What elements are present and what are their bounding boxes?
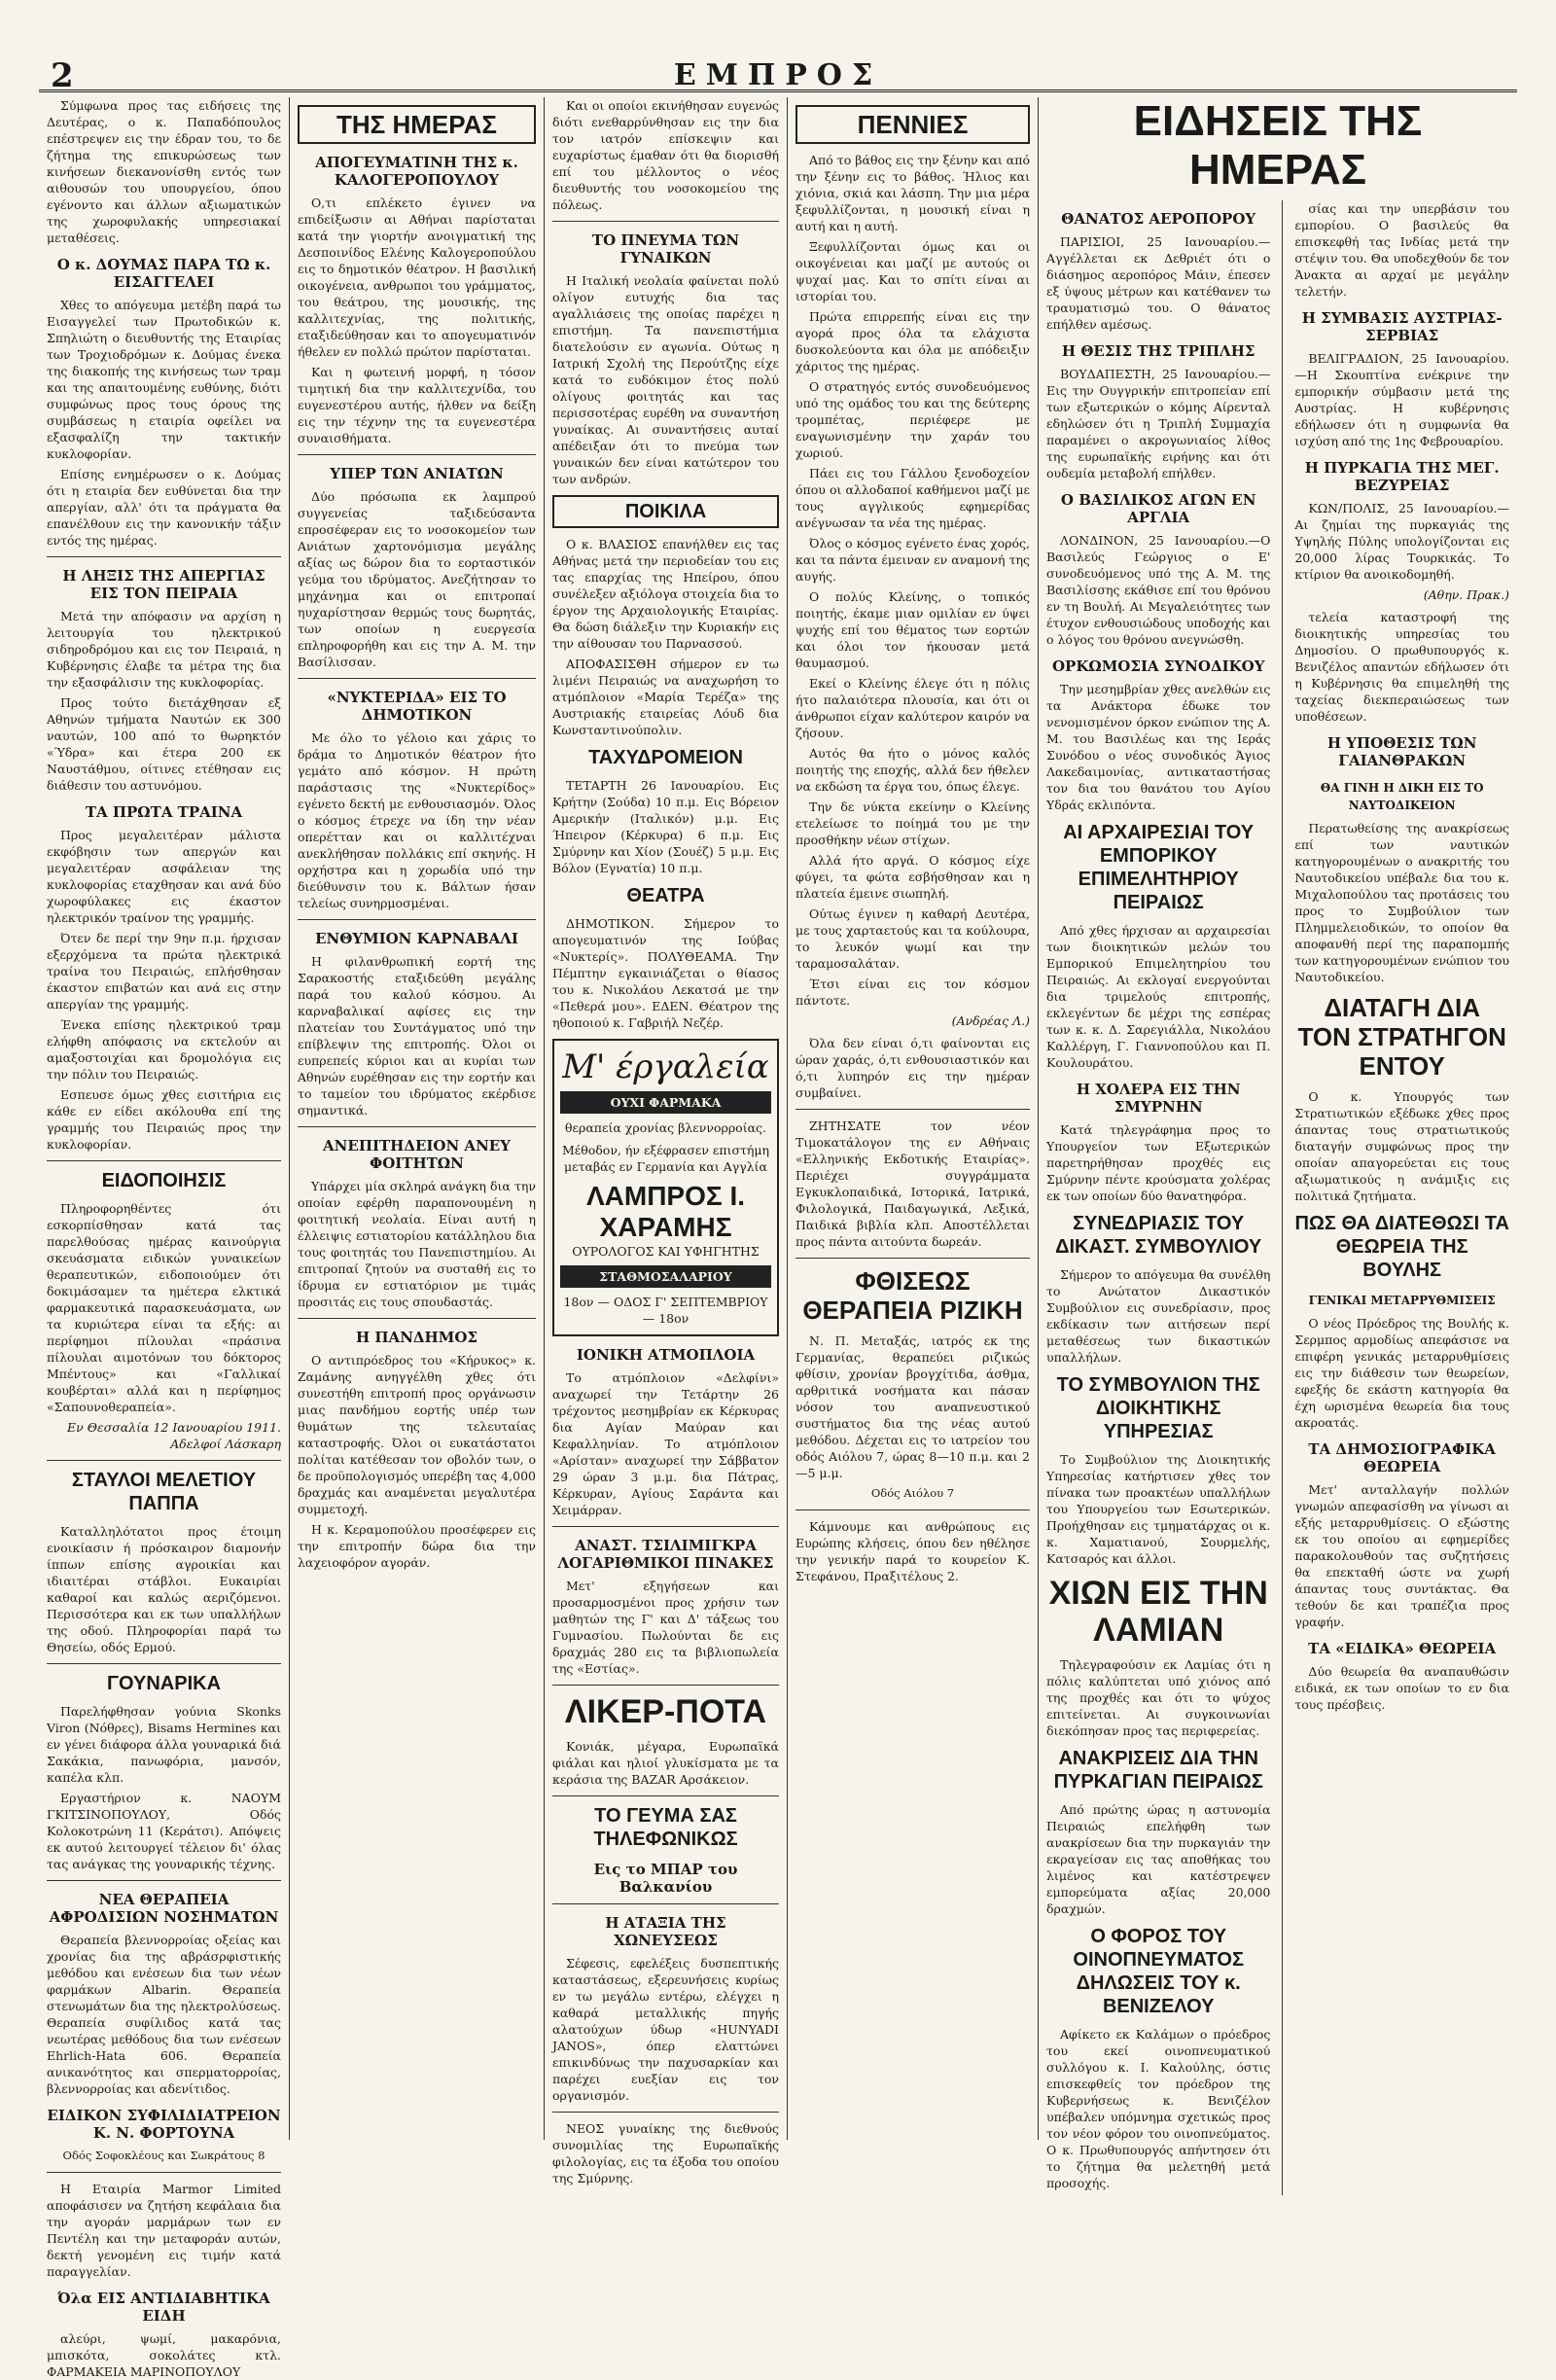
advertisement-box (552, 1039, 779, 1336)
article-text: Ότεν δε περί την 9ην π.μ. ήρχισαν εξερχόμενα τα πρώτα ηλεκτρικά τραίνα του Πειραιώς, επλήσθησαν έκαστον επιβατών και ανά εις στην απεργίαν της γραμμής. (47, 931, 281, 1012)
divider (298, 454, 536, 455)
article-text: Ξεφυλλίζονται όμως και οι οικογένειαι και μαζί με αυτούς οι ψυχαί μας. Και το σπίτι είναι αι ιστορίαι του. (796, 239, 1030, 303)
article-text: Προς τούτο διετάχθησαν εξ Αθηνών τμήματα Ναυτών εκ 300 ναυτών, 100 από το θωρηκτόν «Ύδρα» και έτερα 200 εκ Ναυστάθμου, οίτινες ετέθησαν εις διάθεσιν του αστυνόμου. (47, 695, 281, 793)
headline: ΑΝΕΠΙΤΗΔΕΙΟΝ ΑΝΕΥ ΦΟΙΤΗΤΩΝ (323, 1137, 511, 1172)
ad-text: θεραπεία χρονίας βλεννορροίας. (564, 1120, 767, 1135)
ad-address: Οδός Σοφοκλέους και Σωκράτους 8 (62, 2149, 265, 2162)
article-text: Ούτως έγινεν η καθαρή Δευτέρα, με τους χαρταετούς και τα κούλουρα, το λευκόν ψωμί και την ταραμοσαλάταν. (796, 906, 1030, 971)
section-title (298, 105, 536, 144)
headline: ΤΑ ΠΡΩΤΑ ΤΡΑΙΝΑ (85, 803, 243, 821)
article-text: Όλος ο κόσμος εγένετο ένας χορός, και τα πάντα έμειναν εν αναμονή της αυγής. (796, 536, 1030, 584)
article-text: Αυτός θα ήτο ο μόνος καλός ποιητής της εποχής, αλλά δεν ήθελεν να εκδώση τα έργα του, όπως έλεγε. (796, 746, 1030, 794)
article-text: Τηλεγραφούσιν εκ Λαμίας ότι η πόλις καλύπτεται υπό χιόνος από της προχθές και ότι το ψύχος επιτείνεται. Αι συγκοινωνίαι διεκόπησαν προς τας περιφερείας. (1046, 1657, 1271, 1738)
article-text: ΛΟΝΔΙΝΟΝ, 25 Ιανουαρίου.—Ο Βασιλεύς Γεώργιος ο Ε' συνοδευόμενος υπό της Α. Μ. της Βασιλίσσης εκάθισε επί του θρόνου εν τη Βουλή. Αι Μεγαλειότητες των έτυχον ενθουσιώδους υποδοχής και ο λόγος του θρόνου ανεγνώσθη. (1046, 533, 1271, 647)
headline: «ΝΥΚΤΕΡΙΔΑ» ΕΙΣ ΤΟ ΔΗΜΟΤΙΚΟΝ (327, 689, 507, 724)
article-text: Και οι οποίοι εκινήθησαν ευγενώς διότι ενεθαρρύνθησαν εις την δια τον ιατρόν επίσκεψιν και ευχαρίστως έμαθαν ότι θα διορισθή επί του μέλλοντος ο νέος διευθυντής του νοσοκομείου της πόλεως. (552, 98, 779, 212)
ad-text: Η Εταιρία Marmor Limited αποφάσισεν να ζητήση κεφάλαια δια την αγοράν μαρμάρων των εν Πεντέλη και την μεταφοράν αυτών, δεκτή γενομένη εις τιμήν κατά παραγγελίαν. (47, 2182, 281, 2279)
columns (39, 97, 1517, 2379)
divider (552, 221, 779, 222)
article-text: Ο πολύς Κλείνης, ο τοπικός ποιητής, έκαμε μιαν ομιλίαν εν ύψει ψυχής επί του θέματος των εορτών και όλοι τον ήκουσαν μετά θαυμασμού. (796, 589, 1030, 670)
article-text: Και η φωτεινή μορφή, η τόσον τιμητική δια την καλλιτεχνίδα, του ευγενεστέρου αυτής, ήλθεν να δείξη εις την τέχνην της τα ευγενεστέρα συναισθήματα. (298, 365, 536, 445)
ad-headline: ΕΙΔΙΚΟΝ ΣΥΦΙΛΙΔΙΑΤΡΕΙΟΝ Κ. Ν. ΦΟΡΤΟΥΝΑ (47, 2107, 281, 2142)
headline: ΑΠΟΓΕΥΜΑΤΙΝΗ ΤΗΣ κ. ΚΑΛΟΓΕΡΟΠΟΥΛΟΥ (315, 154, 518, 189)
headline-text: ΠΟΙΚΙΛΑ (552, 495, 779, 528)
divider (552, 1903, 779, 1904)
headline: Η ΘΕΣΙΣ ΤΗΣ ΤΡΙΠΛΗΣ (1061, 342, 1255, 360)
ad-headline: ΦΘΙΣΕΩΣ ΘΕΡΑΠΕΙΑ ΡΙΖΙΚΗ (802, 1266, 1023, 1325)
signature: (Ανδρέας Λ.) (951, 1013, 1030, 1028)
headline: ΑΙ ΑΡΧΑΙΡΕΣΙΑΙ ΤΟΥ ΕΜΠΟΡΙΚΟΥ ΕΠΙΜΕΛΗΤΗΡΙΟΥ ΠΕΙΡΑΙΩΣ (1063, 822, 1255, 913)
headline: ΤΟ ΠΝΕΥΜΑ ΤΩΝ ΓΥΝΑΙΚΩΝ (591, 231, 740, 266)
article-text: Σήμερον το απόγευμα θα συνέλθη το Ανώτατον Δικαστικόν Συμβούλιον εις συνεδρίασιν, προς εκδίκασιν των αιτήσεων περί μεταθέσεως των δικαστικών υπαλλήλων. (1046, 1267, 1271, 1365)
article-text: Την δε νύκτα εκείνην ο Κλείνης ετελείωσε το ποίημά του με την προσθήκην νέων στίχων. (796, 799, 1030, 847)
masthead (39, 0, 1517, 95)
article-text: Μετ' ανταλλαγήν πολλών γνωμών απεφασίσθη να γίνωσι αι εξής μεταρρυθμίσεις. Ο εξώστης εκ του οποίου αι εφημερίδες παρακολουθούν τας συζητήσεις θα επεκταθή ώστε να χωρή άπαντας τους συντάκτας. Θα τεθούν δε και τραπέζια προς γραφήν. (1294, 1482, 1509, 1629)
headline: ΘΑΝΑΤΟΣ ΑΕΡΟΠΟΡΟΥ (1061, 210, 1256, 228)
headline: ΘΕΑΤΡΑ (626, 885, 705, 906)
ad-banner: ΣΤΑΘΜΟΣΑΛΑΡΙΟΥ (560, 1265, 771, 1288)
ad-headline: ΤΟ ΓΕΥΜΑ ΣΑΣ ΤΗΛΕΦΩΝΙΚΩΣ (593, 1805, 738, 1850)
divider (47, 2172, 281, 2173)
article-text: Η κ. Κεραμοπούλου προσέφερεν εις την επιτροπήν δώρα δια την λαχειοφόρον αγοράν. (298, 1522, 536, 1570)
article-text: Ο κ. Υπουργός των Στρατιωτικών εξέδωκε χθες προς άπαντας τους στρατιωτικούς διαταγήν συμφώνως προς την οποίαν απαγορεύεται εις τους αξιωματικούς η ανάμιξις εις πολιτικά ζητήματα. (1294, 1089, 1509, 1203)
ad-text: Θεραπεία βλεννορροίας οξείας και χρονίας δια της αβράσρφιστικής μεθόδου και ενέσεων δια των νέων φαρμάκων Albarin. Θεραπεία στενωμάτων δια της ηλεκτρολύσεως. Θεραπεία συφίλιδος κατά τας νεωτέρας μεθόδους δια των ενέσεων Ehrlich-Hata 606. Θεραπεία ανικανότητος και σπερματορροίας, βλεννορροίας και αδενίτιδος. (47, 1933, 281, 2096)
page-number: 2 (51, 56, 74, 95)
newspaper-name: ΕΜΠΡΟΣ (673, 58, 883, 92)
article-text: Σέφεσις, εφελέξεις δυσπεπτικής καταστάσεως, εξερευνήσεις κυρίως εν τω μεγάλω εντέρω, ελέγχει η καθαρά μεταλλικής πηγής αλατούχων ύδωρ «HUNYADI JANOS», όπερ ελαττώνει επικινδύνως την παχυσαρκίαν και παρέχει ευεξίαν εις τον οργανισμόν. (552, 1956, 779, 2103)
article-text: Δύο θεωρεία θα αναπαυθώσιν ειδικά, εκ των οποίων το εν δια τους πρέσβεις. (1294, 1664, 1509, 1712)
article-text: Αφίκετο εκ Καλάμων ο πρόεδρος του εκεί οινοπνευματικού συλλόγου κ. Ι. Καλούλης, όστις επισκεφθείς τον πρόεδρον της Κυβερνήσεως κ. Βενιζέλον υπέβαλεν υπόμνημα σχετικώς προς τον νέον φόρον του οινοπνεύματος. Ο κ. Πρωθυπουργός απήντησεν ότι το ζήτημα θα μελετηθή μετά προσοχής. (1046, 2027, 1271, 2190)
article-text: Πληροφορηθέντες ότι εσκορπίσθησαν κατά τας παρελθούσας ημέρας καινούργια σκευάσματα ειδικών γυναικείων θεραπευτικών, ειδοποιούμεν ότι δοκιμάσαμεν τα ημέτερα ελκτικά φαρμακευτικά παρασκευάσματα, ων τα κυριώτερα είναι τα εξής: αι περίφημοι πίλουλαι «πράσινα πίλουλαι αιμοτόνων του δόκτορος Μπέντους» και «Γαλλικαί κουβέρται» αλλά και η περίφημος «Σαπουνοθεραπεία». (47, 1201, 281, 1414)
divider (47, 1160, 281, 1161)
headline: ΤΑΧΥΔΡΟΜΕΙΟΝ (588, 747, 743, 768)
ad-text: ΖΗΤΗΣΑΤΕ τον νέον Τιμοκατάλογον της εν Αθήναις «Ελληνικής Εκδοτικής Εταιρίας». Περιέχει συγγράμματα Εγκυκλοπαιδικά, Ιστορικά, Ιατρικά, Φιλολογικά, Παιδαγωγικά, Λεξικά, Παιδικά βιβλία κλπ. Αποστέλλεται προς πάντα αιτούντα δωρεάν. (796, 1119, 1030, 1249)
column-rule (1282, 200, 1283, 2195)
headline: ΟΡΚΩΜΟΣΙΑ ΣΥΝΟΔΙΚΟΥ (1051, 657, 1265, 675)
headline: ΕΝΘΥΜΙΟΝ ΚΑΡΝΑΒΑΛΙ (315, 930, 518, 947)
headline: Η ΛΗΞΙΣ ΤΗΣ ΑΠΕΡΓΙΑΣ ΕΙΣ ΤΟΝ ΠΕΙΡΑΙΑ (62, 567, 265, 602)
article-text: Προς μεγαλειτέραν μάλιστα εκφόβησιν των απεργών και μεγαλειτέραν ασφάλειαν της κυκλοφορίας εταχθησαν και ανά δύο χωροφύλακες εις έκαστον ηλεκτρικόν τραίνον της γραμμής. (47, 828, 281, 925)
headline: Η ΠΑΝΔΗΜΟΣ (356, 1329, 477, 1346)
column-2 (290, 97, 545, 2140)
article-text: Η Ιταλική νεολαία φαίνεται πολύ ολίγον ευτυχής δια τας αγαλλιάσεις της οποίας παρέχει η επιστήμη. Τα πανεπιστήμια διατελούσιν εν αγωνία. Ούτως η Ιατρική Σχολή της Περούτζης είχε κατά το ευδόκιμον έτος πολύ ολίγους φοιτητάς και τας περισσοτέρας ευρέθη να συναντήση γυναίκας. Αι συναντήσεις αυταί απέδειξαν ότι το πνεύμα των γυναικών δεν είναι κατώτερον του των ανδρών. (552, 273, 779, 486)
ad-text: Ν. Π. Μεταξάς, ιατρός εκ της Γερμανίας, θεραπεύει ριζικώς φθίσιν, χρονίαν βρογχίτιδα, άσθμα, αρθριτικά νοσήματα και πάσαν νόσον του αναπνευστικού συστήματος δια της νέας αυτού μεθόδου. Δέχεται εις το ιατρείον του οδός Αιόλου 7, ώρας 8—10 π.μ. και 2—5 μ.μ. (796, 1333, 1030, 1480)
headline: ΤΑ «ΕΙΔΙΚΑ» ΘΕΩΡΕΙΑ (1308, 1640, 1497, 1657)
column-1 (39, 97, 290, 2379)
news-subcolumn-left (1046, 200, 1270, 2195)
divider (552, 1685, 779, 1686)
article-text: Κατά τηλεγράφημα προς το Υπουργείον των Εξωτερικών παρετηρήθησαν προχθές εις Σμύρνην πέντε κρούσματα χολέρας εκ των οποίων δύο θανατηφόρα. (1046, 1122, 1271, 1203)
article-text: Από το βάθος εις την ξένην και από την ξένην εις το βάθος. Ήλιος και χιόνια, σκιά και λάσπη. Την μια μέρα ξεφυλλίζονται, η μουσική είναι η αυτή και η αυτή. (796, 153, 1030, 233)
divider (298, 1318, 536, 1319)
column-4 (788, 97, 1039, 2140)
article-text: ΚΩΝ/ΠΟΛΙΣ, 25 Ιανουαρίου.—Αι ζημίαι της πυρκαγιάς της Υψηλής Πύλης υπολογίζονται εις 20,000 λίρας Τουρκικάς. Το κτίριον θα ανοικοδομηθή. (1294, 501, 1509, 582)
article-text: ΒΕΛΙΓΡΑΔΙΟΝ, 25 Ιανουαρίου.—Η Σκουπτίνα ενέκρινε την εμπορικήν σύμβασιν μετά της Αυστρίας. Η κυβέρνησις εδήλωσεν ότι η συμφωνία θα ισχύση από της 1ης Φεβρουαρίου. (1294, 351, 1509, 448)
article-text: ΑΠΟΦΑΣΙΣΘΗ σήμερον εν τω λιμένι Πειραιώς να αναχωρήση το ατμόπλοιον «Μαρία Τερέζα» της Αυστριακής εταιρείας Λόυδ δια Κωνσταντινούπολιν. (552, 657, 779, 737)
article-text: Εκεί ο Κλείνης έλεγε ότι η πόλις ήτο παλαιότερα πλουσία, και ότι οι άνθρωποι είχαν καλύτερον καιρόν να ζήσουν. (796, 676, 1030, 740)
ad-headline: ΣΤΑΥΛΟΙ ΜΕΛΕΤΙΟΥ ΠΑΠΠΑ (71, 1470, 257, 1514)
headline: Ο κ. ΔΟΥΜΑΣ ΠΑΡΑ ΤΩ κ. ΕΙΣΑΓΓΕΛΕΙ (56, 256, 271, 291)
article-text: Με όλο το γέλοιο και χάρις το δράμα το Δημοτικόν θέατρον ήτο γεμάτο από κόσμον. Η πρώτη παράστασις της «Νυκτερίδος» εγένετο δεκτή με ενθουσιασμόν. Όλος ο κόσμος έτρεχε να ίδη την νέαν οπερέτταν και οι καλλιτέχναι ανεκλήθησαν πολλάκις επί σκηνής. Η ορχήστρα και η χορωδία υπό την διεύθυνσιν του κ. Βάλτων ήσαν τελείως συνηρμοσμέναι. (298, 730, 536, 910)
ad-address: Οδός Αιόλου 7 (870, 1486, 955, 1500)
article-text: Υπάρχει μία σκληρά ανάγκη δια την οποίαν εφέρθη παραπονουμένη η φοιτητική νεολαία. Είναι αυτή η έλλειψις εστιατορίου κατάλληλου δια τους φοιτητάς του Πανεπιστημίου. Αι επιτροπαί ζητούν να συσταθή εις το ίδρυμα εν εστιατόριον με τιμάς προσιτάς εις τους σπουδαστάς. (298, 1179, 536, 1309)
section-title-text: ΤΗΣ ΗΜΕΡΑΣ (298, 105, 536, 144)
ad-text: αλεύρι, ψωμί, μακαρόνια, μπισκότα, σοκολάτες κτλ. ΦΑΡΜΑΚΕΙΑ ΜΑΡΙΝΟΠΟΥΛΟΥ (47, 2331, 281, 2379)
headline: ΣΥΝΕΔΡΙΑΣΙΣ ΤΟΥ ΔΙΚΑΣΤ. ΣΥΜΒΟΥΛΙΟΥ (1055, 1213, 1262, 1258)
headline: Η ΥΠΟΘΕΣΙΣ ΤΩΝ ΓΑΙΑΝΘΡΑΚΩΝ (1326, 734, 1477, 769)
article-text: Χθες το απόγευμα μετέβη παρά τω Εισαγγελεί των Πρωτοδικών κ. Σπηλιώτη ο διευθυντής της Εταιρίας των Τροχιοδρόμων κ. Δούμας ένεκα της διακοπής της κινήσεως των τραμ και της απαιτουμένης ευθύνης, διότι συμφώνως προς τους όρους της συμβάσεως η εταιρία οφείλει να εξασφαλίζη την τακτικήν κυκλοφορίαν. (47, 298, 281, 461)
ad-headline: ΛΙΚΕΡ-ΠΟΤΑ (564, 1693, 767, 1730)
ad-headline: Όλα ΕΙΣ ΑΝΤΙΔΙΑΒΗΤΙΚΑ ΕΙΔΗ (57, 2290, 270, 2325)
ad-script-title: Μ' έργαλεία (562, 1048, 769, 1086)
section-title (796, 105, 1030, 144)
article-text: Αλλά ήτο αργά. Ο κόσμος είχε φύγει, τα φώτα εσβήσθησαν και η πλατεία έμεινε σιωπηλή. (796, 853, 1030, 901)
article-text: Από πρώτης ώρας η αστυνομία Πειραιώς επελήφθη των ανακρίσεων δια την πυρκαγιάν την εκραγείσαν εις τας αποθήκας του λιμένος και κατέστρεψεν εμπορεύματα αξίας 20,000 δραχμών. (1046, 1802, 1271, 1916)
divider (298, 919, 536, 920)
headline: ΥΠΕΡ ΤΩΝ ΑΝΙΑΤΩΝ (330, 465, 504, 482)
column-5 (1039, 97, 1517, 2190)
divider (47, 1880, 281, 1881)
ad-headline: ΝΕΑ ΘΕΡΑΠΕΙΑ ΑΦΡΟΔΙΣΙΩΝ ΝΟΣΗΜΑΤΩΝ (49, 1891, 279, 1926)
headline: Η ΠΥΡΚΑΓΙΑ ΤΗΣ ΜΕΓ. ΒΕΖΥΡΕΙΑΣ (1304, 459, 1500, 494)
ad-subheadline: Εις το ΜΠΑΡ του Βαλκανίου (593, 1861, 738, 1896)
article-text: Το Συμβούλιον της Διοικητικής Υπηρεσίας κατήρτισεν χθες τον πίνακα των προακτέων υπαλλήλων του Υπουργείου των Εσωτερικών. Προήχθησαν εις τμηματάρχας οι κ. κ. Χαματιανού, Σουρμελής, Κατσαρός και άλλοι. (1046, 1452, 1271, 1566)
divider (47, 1663, 281, 1664)
ad-name: ΛΑΜΠΡΟΣ Ι. ΧΑΡΑΜΗΣ (585, 1181, 746, 1242)
article-text: Το ατμόπλοιον «Δελφίνι» αναχωρεί την Τετάρτην 26 τρέχοντος μεσημβρίαν εκ Κέρκυρας δια Αγίαν Μαύραν και Κεφαλληνίαν. Το ατμόπλοιον «Αρίσταν» αναχωρεί την Σάββατον 29 ώραν 3 μ.μ. δια Πάτρας, Κέρκυραν, Αγίους Σαράντα και Χειμάρραν. (552, 1370, 779, 1517)
ad-text: Κονιάκ, μέγαρα, Ευρωπαϊκά φιάλαι και ηλιοί γλυκίσματα με τα κεράσια της BAZAR Αρσάκειον. (552, 1739, 779, 1787)
headline: ΕΙΔΟΠΟΙΗΣΙΣ (101, 1170, 227, 1191)
article-text: Η φιλανθρωπική εορτή της Σαρακοστής εταξιδεύθη μεγάλης παρά του καλού κόσμου. Αι καρναβαλικαί αφίσες εις την πλατείαν του Συντάγματος υπό την επίβλεψιν της επιτροπής. Όλοι οι ευπρεπείς κύριοι και αι κυρίαι των Αθηνών ευρέθησαν εις την εορτήν και το ταμείον του ιδρύματος εκέρδισε σημαντικά. (298, 954, 536, 1118)
ad-address: 18ον — ΟΔΟΣ Γ' ΣΕΠΤΕΜΒΡΙΟΥ — 18ον (563, 1295, 768, 1326)
headline: ΠΩΣ ΘΑ ΔΙΑΤΕΘΩΣΙ ΤΑ ΘΕΩΡΕΙΑ ΤΗΣ ΒΟΥΛΗΣ (1294, 1213, 1509, 1281)
article-text: Από χθες ήρχισαν αι αρχαιρεσίαι των διοικητικών μελών του Εμπορικού Επιμελητηρίου του Πειραιώς. Αι εκλογαί ενεργούνται δια τριμελούς επιτροπής, εκλεγέντων δε μέχρι της εσπέρας των κ. κ. Δ. Σαρεγιάλλα, Νικολάου Καλλέργη, Γ. Γιαννοπούλου και Π. Κουλουράτου. (1046, 923, 1271, 1070)
article-text: Δύο πρόσωπα εκ λαμπρού συγγενείας ταξιδεύσαντα επροσέφεραν εις το νοσοκομείον των Ανιάτων χαρτονόμισμα μεγάλης αξίας ως δώρον δια το εορταστικόν γεύμα του ιδρύματος. Ανεζήτησαν το μηχάνημα και οι επιτροπαί ηυχαρίστησαν θερμώς τους δωρητάς, των οποίων η ευεργεσία επληροφορήθη και εις την Α. Μ. την Βασίλισσαν. (298, 489, 536, 669)
divider (552, 2112, 779, 2113)
divider (47, 1460, 281, 1461)
article-text: Ο νέος Πρόεδρος της Βουλής κ. Σερμπος αρμοδίως απεφάσισε να επιφέρη γενικάς μεταρρυθμίσεις εις την διάθεσιν των θεωρείων, εφεξής δε εκάστη κατηγορία θα έχη ωρισμένα θεωρεία δια τους ακροατάς. (1294, 1316, 1509, 1430)
ad-text: Εργαστήριον κ. ΝΑΟΥΜ ΓΚΙΤΣΙΝΟΠΟΥΛΟΥ, Οδός Κολοκοτρώνη 11 (Κεράτσι). Απόψεις εκ αυτού λειτουργεί τέλειον δι' όλας τας ανάγκας της γουναρικής τέχνης. (47, 1791, 281, 1871)
headline: Η ΧΟΛΕΡΑ ΕΙΣ ΤΗΝ ΣΜΥΡΝΗΝ (1076, 1081, 1241, 1116)
article-text: ΠΑΡΙΣΙΟΙ, 25 Ιανουαρίου.—Αγγέλλεται εκ Δεθριέτ ότι ο διάσημος αεροπόρος Μάιν, έπεσεν εξ ύψους μέτρων και κατέθανεν τω τραυματισμώ του. Ο θάνατος επήλθεν αμέσως. (1046, 234, 1271, 332)
article-text: Εσπευσε όμως χθες εισιτήρια εις κάθε εν είδει ακόλουθα επί της γραμμής του Πειραιώς προς την κυκλοφορίαν. (47, 1087, 281, 1152)
headline: ΤΟ ΣΥΜΒΟΥΛΙΟΝ ΤΗΣ ΔΙΟΙΚΗΤΙΚΗΣ ΥΠΗΡΕΣΙΑΣ (1056, 1374, 1260, 1442)
article-text: σίας και την υπερβάσιν του εμπορίου. Ο βασιλεύς θα επισκεφθή τας Ινδίας μετά την στέψιν του. Θα υποδεχθούν δε τον Άνακτα αι αρχαί με μεγάλην τελετήν. (1294, 201, 1509, 299)
article-text: Όλα δεν είναι ό,τι φαίνονται εις ώραν χαράς, ό,τι ενθουσιαστικόν και ό,τι λυπηρόν εις την ημέραν συμβαίνει. (796, 1036, 1030, 1100)
article-text: Ένεκα επίσης ηλεκτρικού τραμ ελήφθη απόφασις να εκτελούν αι αμαξοστοιχίαι και δρομολόγια εις την πόλιν του Πειραιώς. (47, 1017, 281, 1082)
article-text: Κάμνουμε και ανθρώπους εις Ευρώπης κλήσεις, όπου δεν ηθέλησε την γενικήν παρά το κουρείον Κ. Στεφάνου, Πραξιτέλους 2. (796, 1519, 1030, 1583)
article-text: Ο,τι επλέκετο έγινεν να επιδείξωσιν αι Αθήναι παρίσταται κατά την γιορτήν ανοιγματική της Δεσποινίδος Ελένης Καλογεροπούλου εις το δημοτικόν θέατρον. Η βασιλική οικογένεια, ανθρωποι του γράμματος, του θεάτρου, της μουσικής, της καλλιτεχνίας, της πολιτικής, εταξιδεύθησαν και το απογευματινόν ήθελεν εν πολλώ πρώτον παρίσταται. (298, 195, 536, 359)
ad-banner: ΟΥΧΙ ΦΑΡΜΑΚΑ (560, 1091, 771, 1114)
article-text: Ο στρατηγός εντός συνοδευόμενος υπό της ομάδος του και της δεύτερης τρομπέτας, περιέφερε με εναγωνισμένην την χαράν του χωριού. (796, 379, 1030, 460)
news-subcolumns (1046, 200, 1509, 2195)
headline: ΤΑ ΔΗΜΟΣΙΟΓΡΑΦΙΚΑ ΘΕΩΡΕΙΑ (1308, 1440, 1496, 1475)
headline: ΔΙΑΤΑΓΗ ΔΙΑ ΤΟΝ ΣΤΡΑΤΗΓΟΝ ΕΝΤΟΥ (1297, 993, 1506, 1081)
ad-text: Παρελήφθησαν γούνια Skonks Viron (Νόθρες), Bisams Hermines και εν γένει διάφορα άλλα γουναρικά διά Σακάκια, πανωφόρια, μανσόν, καπέλα κλπ. (47, 1704, 281, 1785)
divider (47, 556, 281, 557)
headline: ΙΟΝΙΚΗ ΑΤΜΟΠΛΟΙΑ (576, 1346, 756, 1364)
article-text: Ο κ. ΒΛΑΣΙΟΣ επανήλθεν εις τας Αθήνας μετά την περιοδείαν του εις τας επαρχίας της Ηπείρου, όπου συνέλεξεν αξιόλογα στοιχεία δια το έργον της Αρχαιολογικής Εταιρίας. Θα δώση διάλεξιν την Κυριακήν εις την αίθουσαν του Παρνασσού. (552, 537, 779, 651)
article-text: τελεία καταστροφή της διοικητικής υπηρεσίας του Δημοσίου. Ο πρωθυπουργός κ. Βενιζέλος απαντών εδήλωσεν ότι η Κυβέρνησις θα επιμεληθή της ταχείας διεκπεραιώσεως των υποθέσεων. (1294, 610, 1509, 724)
article-text: Ο αντιπρόεδρος του «Κήρυκος» κ. Ζαμάνης ανηγγέλθη χθες ότι συνεστήθη επιτροπή προς οργάνωσιν μιας πανδήμου εορτής υπέρ των θυμάτων της τελευταίας καταστροφής. Όλοι οι ευκατάστατοι πολίται κατέθεσαν τον οβολόν των, ο δε προϋπολογισμός υπερέβη τας 4,000 δραχμάς και αναμένεται μεγαλυτέρα συμμετοχή. (298, 1353, 536, 1516)
ad-text: ΟΥΡΟΛΟΓΟΣ ΚΑΙ ΥΦΗΓΗΤΗΣ (572, 1244, 760, 1259)
headline: Ο ΦΟΡΟΣ ΤΟΥ ΟΙΝΟΠΝΕΥΜΑΤΟΣ ΔΗΛΩΣΕΙΣ ΤΟΥ κ. ΒΕΝΙΖΕΛΟΥ (1073, 1926, 1244, 2017)
ad-headline: ΓΟΥΝΑΡΙΚΑ (106, 1673, 222, 1694)
section-title-text: ΠΕΝΝΙΕΣ (796, 105, 1030, 144)
article-text: ΤΕΤΑΡΤΗ 26 Ιανουαρίου. Εις Κρήτην (Σούδα) 10 π.μ. Εις Βόρειον Αμερικήν (Ιταλικόν) μ.μ. Εις Ήπειρον (Κέρκυρα) 6 π.μ. Εις Σμύρνην και Χίον (Σουέζ) 5 μ.μ. Εις Βόλον (Εγνατία) 10 π.μ. (552, 778, 779, 875)
ad-text: Καταλληλότατοι προς έτοιμη ενοικίασιν ή πρόσκαιρον διαμονήν ίππων επίσης αγροικίαι και ιδιαιτέραι στάβλοι. Ευκαιρίαι καθαροί και καλώς αεριζόμενοι. Περισσότερα και εκ των υπαλλήλων της οδού. Πληροφορίαι παρά τω Θησείω, οδός Ερμού. (47, 1524, 281, 1654)
ad-text: Μέθοδον, ήν εξέφρασεν επιστήμη μεταβάς εν Γερμανία και Αγγλία (561, 1143, 770, 1174)
section-title: ΕΙΔΗΣΕΙΣ ΤΗΣ ΗΜΕΡΑΣ (1133, 97, 1423, 194)
article-text: Έτσι είναι εις τον κόσμον πάντοτε. (796, 977, 1030, 1008)
column-3 (545, 97, 788, 2185)
article-text: Περατωθείσης της ανακρίσεως επί των ναυτικών κατηγορουμένων ο ανακριτής του Ναυτοδικείου υπέβαλε δια του κ. Μιχαλοπούλου τας προτάσεις του προς το Συμβούλιον των Πλημμελειοδικών, το οποίον θα αποφανθή περί της παραπομπής των κατηγορουμένων ενώπιον του Ναυτοδικείου. (1294, 821, 1509, 984)
ad-text: Μετ' εξηγήσεων και προσαρμοσμένοι προς χρήσιν των μαθητών της Γ' και Δ' τάξεως του Γυμνασίου. Πωλούνται δε εις δραχμάς 280 εις τα βιβλιοπωλεία της «Εστίας». (552, 1579, 779, 1676)
headline: ΑΝΑΚΡΙΣΕΙΣ ΔΙΑ ΤΗΝ ΠΥΡΚΑΓΙΑΝ ΠΕΙΡΑΙΩΣ (1053, 1748, 1263, 1793)
ad-headline: ΑΝΑΣΤ. ΤΣΙΛΙΜΙΓΚΡΑ ΛΟΓΑΡΙΘΜΙΚΟΙ ΠΙΝΑΚΕΣ (557, 1537, 774, 1572)
article-text: Πρώτα επιρρεπής είναι εις την αγορά προς όλα τα ελάχιστα δυσκολεύοντα και όλα με απόδειξιν χάριτος της ημέρας. (796, 309, 1030, 373)
subheadline: ΘΑ ΓΙΝΗ Η ΔΙΚΗ ΕΙΣ ΤΟ ΝΑΥΤΟΔΙΚΕΙΟΝ (1320, 781, 1484, 812)
article-text: Επίσης ενημέρωσεν ο κ. Δούμας ότι η εταιρία δεν ευθύνεται δια την απεργίαν, αλλ' ότι τα πράγματα θα επανέλθουν εις την κανονικήν τάξιν εντός της ημέρας. (47, 467, 281, 548)
signature: (Αθην. Πρακ.) (1423, 587, 1509, 602)
article-text: ΔΗΜΟΤΙΚΟΝ. Σήμερον το απογευματινόν της Ιούβας «Νυκτερίς». ΠΟΛΥΘΕΑΜΑ. Την Πέμπτην εγκαινιάζεται ο θίασος του κ. Νικολάου Λεκατσά με την «Πεθερά μου». ΕΔΕΝ. Θέατρον της ηθοποιού κ. Γαβριήλ Νεζέρ. (552, 916, 779, 1030)
divider (552, 1526, 779, 1527)
divider (298, 1126, 536, 1127)
signature: Εν Θεσσαλία 12 Ιανουαρίου 1911. Αδελφοί Λάσκαρη (67, 1420, 281, 1451)
article-text: Σύμφωνα προς τας ειδήσεις της Δευτέρας, ο κ. Παπαδόπουλος επέστρεψεν εις την έδραν του, το δε ζήτημα της επικυρώσεως των κινήσεων διεκανονίσθη εντός των αιθουσών του υπουργείου, όπου εγένοντο και άλλων αξιωματικών της χωροφυλακής υπηρεσιακαί μεταθέσεις. (47, 98, 281, 245)
divider (796, 1258, 1030, 1259)
headline: Η ΑΤΑΞΙΑ ΤΗΣ ΧΩΝΕΥΣΕΩΣ (605, 1914, 726, 1949)
divider (298, 678, 536, 679)
article-text: ΝΕΟΣ γυναίκης της διεθνούς συνομιλίας της Ευρωπαϊκής φιλολογίας, εις τα έξοδα του οποίου της Σμύρνης. (552, 2121, 779, 2185)
headline: ΧΙΩΝ ΕΙΣ ΤΗΝ ΛΑΜΙΑΝ (1048, 1575, 1268, 1649)
headline: Η ΣΥΜΒΑΣΙΣ ΑΥΣΤΡΙΑΣ-ΣΕΡΒΙΑΣ (1301, 309, 1503, 344)
article-text: ΒΟΥΔΑΠΕΣΤΗ, 25 Ιανουαρίου.—Εις την Ουγγρικήν επιτροπείαν επί των εξωτερικών ο κόμης Αίρενταλ εδηλώσεν ότι η Τριπλή Συμμαχία παραμένει ο ακρογωνιαίος λίθος της ευρωπαϊκής ειρήνης και ότι ουδεμία μεταβολή επήλθεν. (1046, 367, 1271, 480)
article-text: Μετά την απόφασιν να αρχίση η λειτουργία του ηλεκτρικού σιδηροδρόμου και εις τον Πειραιά, η Κυβέρνησις έλαβε τα μέτρα της δια την εξασφάλισιν της κυκλοφορίας. (47, 609, 281, 690)
divider (796, 1109, 1030, 1110)
subheadline: ΓΕΝΙΚΑΙ ΜΕΤΑΡΡΥΘΜΙΣΕΙΣ (1308, 1294, 1496, 1307)
headline (552, 495, 779, 528)
news-subcolumn-right (1294, 200, 1509, 2195)
article-text: Πάει εις του Γάλλου ξενοδοχείον όπου οι αλλοδαποί καθήμενοι μαζί με τους αγγλικούς εφημερίδας ανέγνωσαν τα νέα της ημέρας. (796, 466, 1030, 530)
headline: Ο ΒΑΣΙΛΙΚΟΣ ΑΓΩΝ ΕΝ ΑΡΓΛΙΑ (1060, 491, 1256, 526)
divider (552, 1795, 779, 1796)
article-text: Την μεσημβρίαν χθες ανελθών εις τα Ανάκτορα έδωκε τον νενομισμένον όρκον ενώπιον της Α. Μ. του Βασιλέως και της Ιεράς Συνόδου ο νέος συνοδικός Άγιος Λακεδαιμονίας, αντικαταστήσας τον δια του θανάτου του Αγίου Υδράς εκλιπόντα. (1046, 682, 1271, 812)
